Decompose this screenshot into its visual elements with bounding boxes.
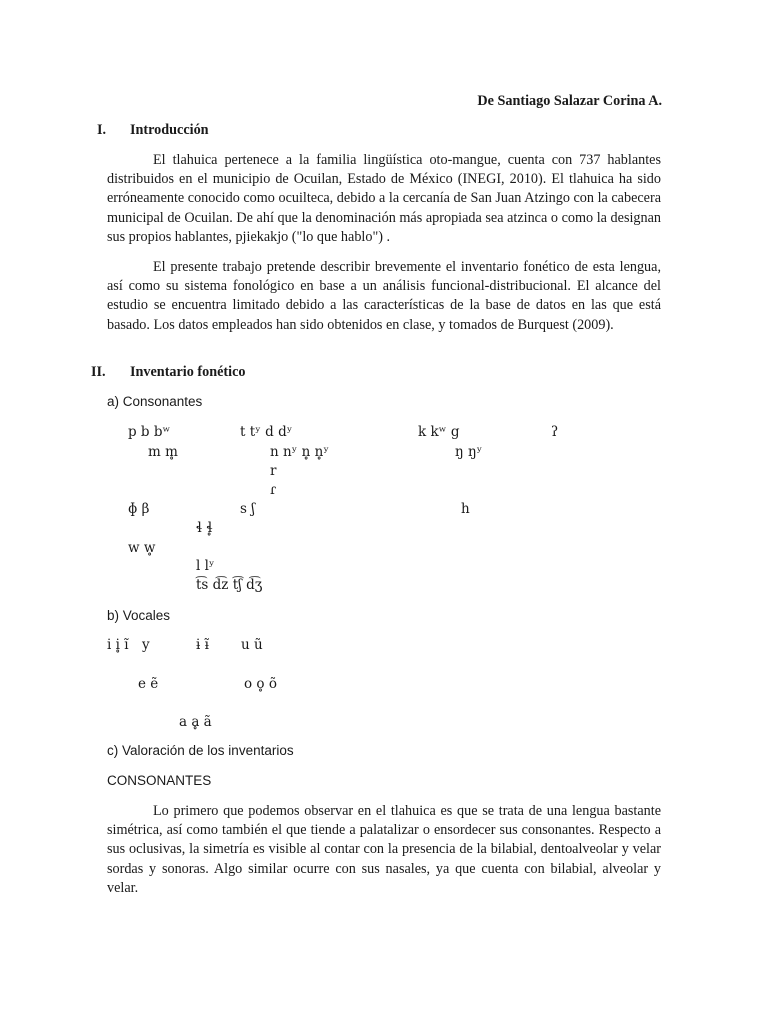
- vowel-high-rounded: y: [142, 637, 150, 653]
- intro-paragraph-1: [107, 151, 661, 247]
- consonant-affricates: t͡s d͡z t͡ʃ d͡ʒ: [196, 577, 263, 593]
- consonantes-paragraph-1: [107, 802, 661, 898]
- consonant-nasal-alveolar: n nʸ n̥ n̥ʸ: [270, 444, 330, 460]
- consonant-nasal-velar: ŋ ŋʸ: [455, 444, 483, 460]
- consonantes-paragraph-1-text: Lo primero que podemos observar en el tlahuica es que se trata de una lengua bastante simétrica, así como también el que tiende a palatalizar o ensordecer sus consonantes. Respecto a sus oclusivas, la simetría es visible al contar con la presencia de la bilabial, dentoalveolar y velar sordas y sonoras. Algo similar ocurre con sus nasales, ya que cuenta con bilabial, alveolar y velar.: [107, 803, 661, 896]
- consonant-lateral: l lʸ: [196, 558, 215, 574]
- intro-paragraph-2-text: El presente trabajo pretende describir brevemente el inventario fonético de esta lengua, así como su sistema fonológico en base a un análisis funcional-distribucional. El alcance del estudio se encuentra limitado debido a las características de la base de datos en las que está basado. Los datos empleados han sido obtenidos en clase, y tomados de Burquest (2009).: [107, 259, 661, 333]
- consonant-stops-bilabial: p b bʷ: [128, 424, 171, 440]
- subsection-valoracion: c) Valoración de los inventarios: [107, 743, 294, 758]
- section-numeral-1: I.: [97, 122, 107, 138]
- subsection-vocales: b) Vocales: [107, 608, 171, 623]
- author-name: De Santiago Salazar Corina A.: [477, 93, 662, 109]
- consonant-lateral-fric: ɬ ɬ̥: [196, 520, 213, 536]
- consonant-fric-alveolar: s ʃ: [240, 501, 255, 517]
- consonant-glottal-stop: ʔ: [551, 424, 559, 440]
- consonant-tap: ɾ: [270, 482, 277, 498]
- vowel-mid-back: o o̥ õ: [244, 676, 277, 692]
- vowel-high-front: i i̥ ĩ: [107, 637, 129, 653]
- vowel-high-central: ɨ ɨ̃: [196, 637, 209, 653]
- consonant-stops-velar: k kʷ g: [418, 424, 460, 440]
- consonant-approximant: w w̥: [128, 540, 156, 556]
- section-title-inventory: Inventario fonético: [130, 364, 246, 380]
- subsection-consonantes: a) Consonantes: [107, 394, 203, 409]
- section-title-intro: Introducción: [130, 122, 209, 138]
- vowel-mid-front: e ẽ: [138, 676, 159, 692]
- consonant-stops-dental: t tʸ d dʸ: [240, 424, 293, 440]
- vowel-low: a ḁ ã: [179, 714, 212, 730]
- section-numeral-2: II.: [91, 364, 106, 380]
- intro-paragraph-1-text: El tlahuica pertenece a la familia lingüística oto-mangue, cuenta con 737 hablantes distribuidos en el municipio de Ocuilan, Estado de México (INEGI, 2010). El tlahuica ha sido erróneamente conocido como ocuilteca, debido a la cercanía de San Juan Atzingo con la cabecera municipal de Ocuilan. De ahí que la denominación más apropiada sea atzinca o como la designan sus propios hablantes, pjiekakjo ("lo que hablo") .: [107, 152, 661, 245]
- consonant-fric-bilabial: ɸ β: [128, 501, 150, 517]
- intro-paragraph-2: [107, 258, 661, 335]
- consonant-nasal-bilabial: m m̥: [148, 444, 178, 460]
- heading-consonantes: CONSONANTES: [107, 773, 212, 788]
- consonant-fric-glottal: h: [461, 501, 470, 517]
- consonant-trill: r: [270, 463, 277, 479]
- vowel-high-back: u ũ: [241, 637, 263, 653]
